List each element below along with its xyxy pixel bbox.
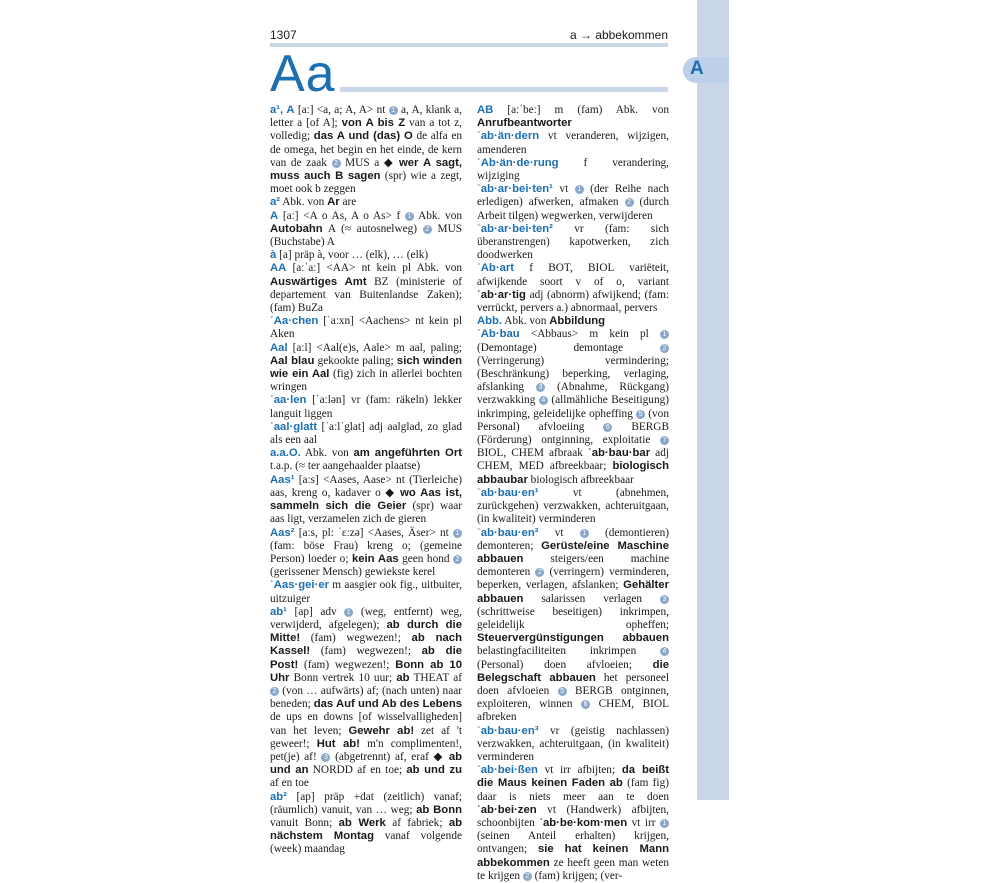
example-phrase: ab und an xyxy=(270,750,462,777)
dictionary-entry xyxy=(270,474,462,527)
definition-text: (spr) wie a zegt, moet ook b zeggen xyxy=(270,170,462,196)
definition-text: A (≈ autosnelweg) xyxy=(322,222,423,235)
definition-text: vanaf volgende (week) maandag xyxy=(270,830,462,856)
sense-number: 3 xyxy=(536,383,545,392)
definition-text: geen hond xyxy=(398,552,453,565)
page-number: 1307 xyxy=(270,28,297,42)
sense-number: 1 xyxy=(453,529,462,538)
headword: ˈAas·gei·er xyxy=(270,579,330,592)
dictionary-entry xyxy=(477,764,669,883)
sense-number: 1 xyxy=(575,185,584,194)
section-heading: Aa xyxy=(270,45,336,103)
definition-text: af fabriek; xyxy=(385,816,449,829)
headword: A xyxy=(270,209,279,222)
sense-number: 4 xyxy=(660,647,669,656)
running-head: a → abbekommen xyxy=(569,28,668,42)
definition-text: m aasgier ook fig., uitbuiter, uitzuiger xyxy=(270,579,462,605)
definition-text: gekookte paling; xyxy=(314,354,397,367)
definition-text: a, A, klank a, letter a [of A]; xyxy=(270,104,462,130)
dictionary-entry xyxy=(477,262,669,315)
sense-number: 3 xyxy=(321,753,330,762)
sense-number: 2 xyxy=(660,344,669,353)
headword: ˈab·bei·ßen xyxy=(477,764,538,777)
definition-text: het personeel doen afvloeien xyxy=(477,671,669,697)
left-column xyxy=(270,104,462,857)
sense-number: 1 xyxy=(660,819,669,828)
definition-text: belastingfaciliteiten inkrimpen xyxy=(477,645,660,658)
example-phrase: sie hat keinen Mann abbekommen xyxy=(477,843,669,869)
definition-text: (weg, entfernt) weg, verwijderd, afgelegen); xyxy=(270,605,462,631)
example-phrase: Gehälter abbauen xyxy=(477,579,669,605)
sense-number: 7 xyxy=(660,436,669,445)
definition-text: [a] präp à, voor … (elk), … (elk) xyxy=(276,249,429,262)
sense-number: 2 xyxy=(535,568,544,577)
headword: ˈab·bau·en² xyxy=(477,526,539,539)
side-thumb-band xyxy=(697,0,729,800)
example-phrase: ab die Post! xyxy=(270,645,462,671)
dictionary-entry xyxy=(270,421,462,447)
example-phrase: am angeführten Ort xyxy=(353,447,462,460)
sense-number: 2 xyxy=(625,198,634,207)
example-phrase: Steuervergünstigungen abbauen xyxy=(477,632,669,645)
dictionary-entry xyxy=(477,130,669,156)
definition-text: (fam) wegwezen!; xyxy=(300,632,412,645)
definition-text: [aːˈaː] <AA> nt kein pl Abk. von xyxy=(286,262,462,275)
definition-text: <Abbaus> m kein pl xyxy=(519,328,660,341)
sense-number: 1 xyxy=(344,608,353,617)
example-phrase: ab nach Kassel! xyxy=(270,632,462,658)
sense-number: 5 xyxy=(636,410,645,419)
example-phrase: das A und (das) O xyxy=(313,130,413,143)
definition-text: [ˈaːlən] vr (fam: räkeln) lekker languit liggen xyxy=(270,394,462,420)
headword: a.a.O. xyxy=(270,447,301,460)
example-phrase: ab und zu xyxy=(406,764,462,777)
definition-text: BERGB (Förderung) ontginning, exploitatie xyxy=(477,420,669,447)
example-phrase: Gewehr ab! xyxy=(348,724,415,737)
definition-text: [ˈaːxn] <Aachens> nt kein pl Aken xyxy=(270,315,462,341)
definition-text: (Demontage) demontage xyxy=(477,341,660,354)
definition-text: Abk. von xyxy=(300,447,354,460)
sense-number: 2 xyxy=(523,872,532,881)
example-phrase: Autobahn xyxy=(270,222,323,235)
definition-text: (Personal) doen afvloeien; xyxy=(477,658,653,671)
sense-number: 2 xyxy=(332,159,341,168)
definition-text: adj (abnorm) afwijkend; (fam: verrückt, pervers a.) abnormaal, pervers xyxy=(477,288,669,315)
headword: ˈab·bau·en³ xyxy=(477,724,539,737)
dictionary-entry xyxy=(477,315,669,328)
dictionary-entry xyxy=(270,606,462,791)
example-phrase: Aal blau xyxy=(270,354,315,367)
example-phrase: ab Bonn xyxy=(416,803,462,816)
definition-text: (schrittweise beseitigen) inkrimpen, geleidelijk opheffen; xyxy=(477,605,669,631)
headword: AB xyxy=(477,104,494,116)
definition-text: Abk. von xyxy=(280,196,328,209)
example-phrase: ˈab·ar·tig xyxy=(477,288,526,301)
definition-text: (abgetrennt) af, eraf ◆ xyxy=(330,750,449,763)
headword: ˈAa·chen xyxy=(270,315,319,328)
definition-text: [aː] <a, a; A, A> nt xyxy=(294,104,389,116)
definition-text: vr (fam: sich überanstrengen) kapotwerken, zich doodwerken xyxy=(477,222,669,262)
definition-text: MUS a ◆ xyxy=(340,156,399,169)
sense-number: 1 xyxy=(580,529,589,538)
definition-text: vt xyxy=(552,183,575,196)
sense-number: 2 xyxy=(453,555,462,564)
example-phrase: ˈab·be·kom·men xyxy=(539,816,628,829)
definition-text: (verringern) verminderen, beperken, verlagen, afslanken; xyxy=(477,566,669,592)
dictionary-entry xyxy=(270,315,462,341)
definition-text: BIOL, CHEM afbraak xyxy=(477,447,588,460)
example-phrase: biologisch abbaubar xyxy=(477,460,669,486)
headword: Aas¹ xyxy=(270,473,295,486)
dictionary-entry xyxy=(477,487,669,527)
definition-text: vt veranderen, wijzigen, amenderen xyxy=(477,130,669,156)
definition-text: (fig) zich in allerlei bochten wringen xyxy=(270,368,463,394)
dictionary-entry xyxy=(270,394,462,420)
headword: ˈab·bau·en¹ xyxy=(477,486,539,499)
definition-text: (fam) wegwezen!; xyxy=(310,645,422,658)
definition-text: Abk. von xyxy=(414,209,463,222)
definition-text: vt irr afbijten; xyxy=(537,764,622,777)
definition-text: [ap] präp +dat (zeitlich) vanaf; (räumlich) vanuit, van … weg; xyxy=(270,790,462,816)
sense-number: 2 xyxy=(270,687,279,696)
definition-text: m'n complimenten!, pet(je) af! xyxy=(270,737,462,763)
example-phrase: ˈab·bei·zen xyxy=(477,803,537,816)
definition-text: CHEM, BIOL afbreken xyxy=(477,698,670,724)
sense-number: 2 xyxy=(423,225,432,234)
dictionary-entry xyxy=(270,527,462,580)
definition-text: steigers/een machine demonteren xyxy=(477,552,669,579)
definition-text: [aːˈbeː] m (fam) Abk. von xyxy=(493,104,669,116)
definition-text: f verandering, wijziging xyxy=(477,156,669,183)
headword: ˈab·ar·bei·ten² xyxy=(477,222,553,235)
headword: ˈAb·art xyxy=(477,262,515,275)
dictionary-entry xyxy=(270,196,462,209)
definition-text: (fam) krijgen; (ver- xyxy=(531,869,623,882)
definition-text: vanuit Bonn; xyxy=(270,816,339,829)
definition-text: f BOT, BIOL variëteit, afwijkende soort v of o, variant xyxy=(477,262,669,288)
dictionary-entry xyxy=(270,579,462,605)
dictionary-entry xyxy=(270,447,462,473)
dictionary-entry xyxy=(270,249,462,262)
example-phrase: Auswärtiges Amt xyxy=(270,275,367,288)
definition-text: de alfa en de omega, het begin en het einde, de kern van de zaak xyxy=(270,130,462,169)
dictionary-entry xyxy=(270,791,462,857)
definition-text: de ups en downs [of wisselvalligheden] van het leven; xyxy=(270,711,462,737)
headword: Aas² xyxy=(270,526,295,539)
dictionary-entry xyxy=(477,104,669,130)
sense-number: 6 xyxy=(603,423,612,432)
definition-text: [aː] <A o As, A o As> f xyxy=(278,209,406,222)
example-phrase: Bonn ab 10 Uhr xyxy=(270,658,462,684)
definition-text: biologisch afbreekbaar xyxy=(527,473,634,486)
definition-text: vt xyxy=(538,526,580,539)
dictionary-entry xyxy=(270,262,462,315)
definition-text: (fam: böse Frau) kreng o; (gemeine Person) loeder o; xyxy=(270,539,462,565)
example-phrase: sich winden wie ein Aal xyxy=(270,354,463,381)
headword: Abb. xyxy=(477,315,503,328)
definition-text: MUS (Buchstabe) A xyxy=(270,222,463,249)
headword: ab¹ xyxy=(270,605,287,618)
headword: a¹, A xyxy=(270,104,295,116)
dictionary-entry xyxy=(477,157,669,183)
definition-text: (allmähliche Beseitigung) inkrimping, geleidelijke opheffing xyxy=(477,394,670,420)
definition-text: [ˈaːlˈglat] adj aalglad, zo glad als een aal xyxy=(270,420,462,447)
definition-text: (von … aufwärts) af; (nach unten) naar beneden; xyxy=(270,684,462,711)
definition-text: (durch Arbeit tilgen) wegwerken, verwijderen xyxy=(477,196,669,222)
definition-text: (von Personal) afvloeiing xyxy=(477,407,669,433)
definition-text: (Abnahme, Rückgang) verzwakking xyxy=(477,381,669,407)
headword: ˈaa·len xyxy=(270,394,307,407)
definition-text: Bonn vertrek 10 uur; xyxy=(289,671,397,684)
definition-text: (spr) waar aas ligt, verzamelen zich de gieren xyxy=(270,500,462,526)
sense-number: 4 xyxy=(539,396,548,405)
example-phrase: Ar xyxy=(327,196,340,209)
sense-number: 3 xyxy=(660,595,669,604)
headword: AA xyxy=(270,262,287,275)
definition-text: vt irr xyxy=(627,816,660,829)
example-phrase: die Belegschaft abbauen xyxy=(477,658,669,684)
definition-text: NORDD af en toe; xyxy=(308,764,407,777)
sense-number: 5 xyxy=(558,687,567,696)
example-phrase: ˈab·bau·bar xyxy=(587,447,651,460)
definition-text: van a tot z, volledig; xyxy=(270,117,463,143)
dictionary-entry xyxy=(477,183,669,223)
definition-text: [aːl] <Aal(e)s, Aale> m aal, paling; xyxy=(287,341,462,354)
definition-text: vt (Handwerk) afbijten, schoonbijten xyxy=(477,803,669,829)
right-column xyxy=(477,104,669,883)
definition-text: (seinen Anteil erhalten) krijgen, ontvangen; xyxy=(477,830,669,856)
dictionary-entry xyxy=(270,342,462,395)
definition-text: (der Reihe nach erledigen) afwerken, afmaken xyxy=(477,183,669,209)
sense-number: 6 xyxy=(581,700,590,709)
definition-text: vr (geistig nachlassen) verzwakken, achteruitgaan, (in kwaliteit) verminderen xyxy=(477,724,669,763)
definition-text: af en toe xyxy=(270,777,309,790)
headword: ˈAb·än·de·rung xyxy=(477,156,559,169)
section-letter: A xyxy=(690,58,704,79)
example-phrase: Hut ab! xyxy=(316,737,360,750)
example-phrase: Anrufbeantworter xyxy=(477,117,572,130)
sense-number: 1 xyxy=(660,330,669,339)
definition-text: [ap] adv xyxy=(286,605,345,618)
definition-text: (fam) wegwezen!; xyxy=(298,658,396,671)
definition-text: (Verringerung) vermindering; (Beschränkung) beperking, verlaging, afslanking xyxy=(477,354,669,394)
definition-text: adj CHEM, MED afbreekbaar; xyxy=(477,447,669,473)
headword: a² xyxy=(270,196,281,209)
dictionary-entry xyxy=(270,210,462,250)
sense-number: 1 xyxy=(405,212,414,221)
example-phrase: Abbildung xyxy=(549,315,606,328)
definition-text: BERGB ontginnen, exploiteren, winnen xyxy=(477,684,669,711)
headword: ˈab·ar·bei·ten¹ xyxy=(477,183,553,196)
heading-rule xyxy=(340,87,668,92)
definition-text: ze heeft geen man weten te krijgen xyxy=(477,856,669,882)
example-phrase: da beißt die Maus keinen Faden ab xyxy=(477,764,670,790)
definition-text: t.a.p. (≈ ter aangehaalder plaatse) xyxy=(270,460,421,473)
dictionary-entry xyxy=(477,725,669,765)
dictionary-entry xyxy=(477,328,669,486)
definition-text: [aːs] <Aases, Aase> nt (Tierleiche) aas, kreng o, kadaver o ◆ xyxy=(270,473,462,499)
definition-text: are xyxy=(339,196,357,209)
example-phrase: kein Aas xyxy=(351,552,399,565)
dictionary-entry xyxy=(477,527,669,725)
definition-text: [aːs, pl: ˈɛːzə] <Aases, Äser> nt xyxy=(294,526,453,539)
headword: ˈaal·glatt xyxy=(270,420,318,433)
headword: ˈAb·bau xyxy=(477,328,520,341)
example-phrase: ab Werk xyxy=(338,816,386,829)
example-phrase: ab durch die Mitte! xyxy=(270,618,462,645)
example-phrase: ab xyxy=(396,671,410,684)
headword: Aal xyxy=(270,341,288,354)
example-phrase: von A bis Z xyxy=(341,117,406,130)
definition-text: (demontieren) demonteren; xyxy=(477,526,670,552)
example-phrase: wer A sagt, muss auch B sagen xyxy=(270,156,462,183)
definition-text: THEAT af xyxy=(409,671,462,684)
dictionary-entry xyxy=(477,223,669,263)
definition-text: vt (abnehmen, zurückgehen) verzwakken, achteruitgaan, (in kwaliteit) verminderen xyxy=(477,486,669,526)
definition-text: salarissen verlagen xyxy=(523,592,660,605)
definition-text: (gerissener Mensch) gewiekste kerel xyxy=(270,566,436,579)
example-phrase: ab nächstem Montag xyxy=(270,816,462,843)
headword: ˈab·än·dern xyxy=(477,130,540,143)
definition-text: zet af 't geweer!; xyxy=(270,724,462,750)
example-phrase: wo Aas ist, sammeln sich die Geier xyxy=(270,486,463,513)
example-phrase: das Auf und Ab des Lebens xyxy=(313,698,462,711)
headword: à xyxy=(270,249,277,262)
sense-number: 1 xyxy=(389,106,398,115)
dictionary-entry xyxy=(270,104,462,196)
definition-text: (fam fig) daar is niets meer aan te doen xyxy=(477,777,669,803)
headword: ab² xyxy=(270,790,287,803)
definition-text: BZ (ministerie of departement van Buitenlandse Zaken); (fam) BuZa xyxy=(270,275,462,315)
example-phrase: Gerüste/eine Maschine abbauen xyxy=(477,539,669,565)
definition-text: Abk. von xyxy=(502,315,550,328)
